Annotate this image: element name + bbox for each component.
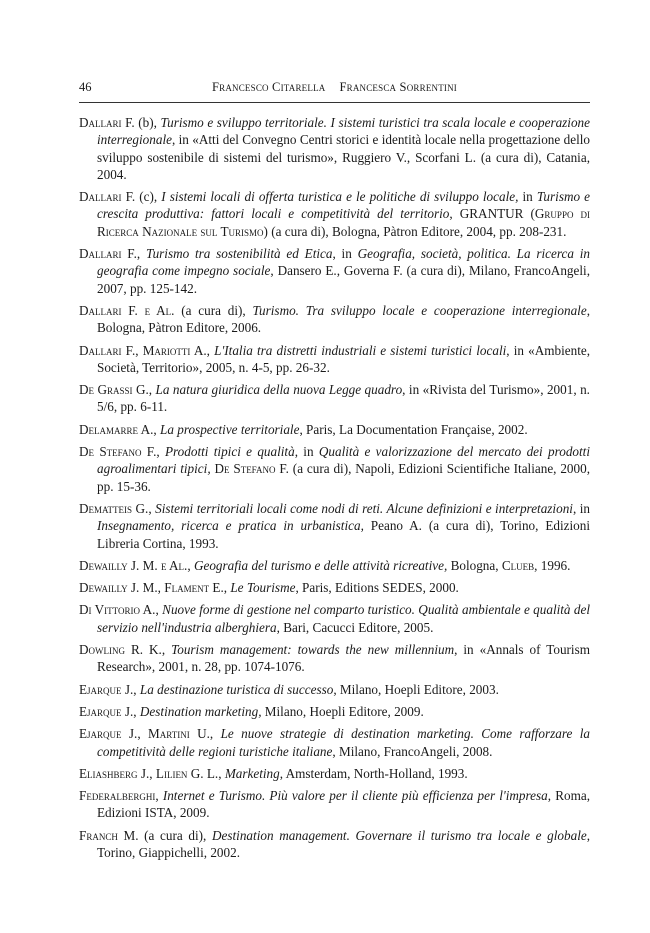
- entry-title: Geografia, società, politica. La ricerca in geografia come impegno sociale: [97, 246, 591, 279]
- entry-text: F. (c),: [121, 189, 162, 205]
- entry-text: F.,: [121, 246, 146, 262]
- entry-text: (a cura di),: [174, 302, 253, 318]
- entry-text: , 1996.: [534, 557, 571, 573]
- entry-text: , Paris, Editions SEDES, 2000.: [295, 580, 459, 596]
- bibliography-entry: [79, 681, 590, 698]
- bibliography-entry: [79, 188, 590, 240]
- entry-title: L'Italia tra distretti industriali e sistemi turistici locali: [214, 342, 507, 358]
- entry-text: ) (a cura di), Bologna, Pàtron Editore, 2004, pp. 208-231.: [263, 223, 567, 239]
- entry-title: Sistemi territoriali locali come nodi di reti. Alcune definizioni e interpretazioni: [155, 500, 573, 516]
- entry-title: La natura giuridica della nuova Legge quadro: [155, 382, 403, 398]
- bibliography-entry: [79, 421, 590, 438]
- entry-text: Peano A. (a cura di), Torino, Edizioni Libreria Cortina, 1993.: [97, 518, 591, 551]
- bibliography-entry: [79, 302, 590, 337]
- entry-title: Tourism management: towards the new millennium: [171, 642, 455, 658]
- bibliography-entry: [79, 381, 590, 416]
- entry-text: E.,: [209, 580, 231, 596]
- entry-author: Federalberghi: [79, 788, 156, 804]
- entry-text: ,: [155, 788, 163, 804]
- bibliography-entry: [79, 557, 590, 574]
- bibliography-entry: [79, 500, 590, 552]
- entry-text: G. L.,: [187, 765, 225, 781]
- entry-title: Prodotti tipici e qualità: [164, 444, 295, 460]
- entry-author: Dallari: [79, 342, 122, 358]
- entry-text: F. (b),: [121, 115, 161, 130]
- entry-title: Le nuove strategie di destination marketing. Come rafforzare la competitività delle regioni turistiche italiane: [97, 726, 590, 759]
- bibliography-entry: [79, 342, 590, 377]
- entry-text: Milano, Hoepli Editore, 2009.: [261, 703, 424, 719]
- entry-title: La destinazione turistica di successo: [139, 681, 334, 697]
- entry-text: A.,: [190, 342, 215, 358]
- entry-title: Destination marketing,: [139, 703, 262, 719]
- entry-title: I sistemi locali di offerta turistica e le politiche di sviluppo locale,: [161, 189, 519, 205]
- entry-text: J.,: [121, 681, 140, 697]
- entry-text: , Amsterdam, North-Holland, 1993.: [279, 765, 468, 781]
- entry-author: Ejarque: [79, 703, 122, 719]
- author-name: Francesco Citarella: [211, 80, 326, 94]
- entry-title: Turismo. Tra sviluppo locale e cooperazione interregionale: [252, 302, 587, 318]
- entry-author: Di Vittorio: [79, 602, 141, 618]
- entry-title: Turismo e sviluppo territoriale. I sistemi turistici tra scala locale e cooperazione interregionale: [97, 115, 591, 148]
- bibliography-entry: [79, 601, 590, 636]
- entry-text: U.,: [189, 726, 221, 742]
- entry-text: M. (a cura di),: [117, 827, 212, 843]
- entry-author: Lilien: [155, 765, 188, 781]
- running-title: [79, 80, 590, 95]
- entry-author: Dewailly: [79, 580, 128, 596]
- entry-author: Dallari: [79, 115, 122, 130]
- entry-text: J.,: [121, 726, 149, 742]
- entry-text: , Milano, FrancoAngeli, 2008.: [332, 743, 493, 759]
- bibliography-entry: [79, 703, 590, 720]
- entry-text: J.,: [137, 765, 156, 781]
- author-name: Francesca Sorrentini: [339, 80, 458, 94]
- entry-text: , Bologna, Pàtron Editore, 2006.: [97, 302, 590, 336]
- entry-author: Ejarque: [79, 726, 122, 742]
- entry-author: Dowling: [79, 642, 126, 658]
- entry-text: , in: [294, 444, 319, 460]
- entry-author: De Grassi: [79, 382, 133, 398]
- entry-title: Turismo e crescita produttiva: fattori locali e competitività del territorio: [97, 189, 590, 222]
- entry-author: Martini: [148, 726, 190, 742]
- entry-author: Delamarre: [79, 421, 139, 437]
- entry-text: R. K.,: [125, 642, 172, 658]
- entry-title: Internet e Turismo. Più valore per il cliente più efficienza per l'impresa: [162, 788, 548, 804]
- entry-title: Qualità e valorizzazione del mercato dei prodotti agroalimentari tipici,: [97, 444, 591, 477]
- entry-title: Nuove forme di gestione nel comparto turistico. Qualità ambientale e qualità del servizio nell'industria alberghiera: [97, 602, 591, 635]
- entry-author: De Stefano: [214, 461, 276, 477]
- entry-text: , Torino, Giappichelli, 2002.: [97, 827, 591, 860]
- entry-title: Insegnamento, ricerca e pratica in urbanistica,: [97, 518, 364, 534]
- entry-text: A.,: [138, 421, 161, 437]
- bibliography-entry: [79, 787, 590, 822]
- bibliography-list: [79, 114, 590, 866]
- entry-author: Clueb: [501, 557, 535, 573]
- entry-author: Dallari: [79, 246, 122, 262]
- entry-text: , Dansero E., Governa F. (a cura di), Milano, FrancoAngeli, 2007, pp. 125-142.: [97, 263, 590, 296]
- entry-author: De Stefano: [79, 444, 142, 460]
- entry-text: , in: [572, 500, 590, 516]
- entry-text: , GRANTUR (: [449, 206, 535, 222]
- entry-title: La prospective territoriale: [160, 421, 300, 437]
- entry-text: J. M.,: [127, 580, 165, 596]
- bibliography-entry: [79, 725, 590, 760]
- bibliography-entry: [79, 443, 590, 495]
- entry-text: , Milano, Hoepli Editore, 2003.: [333, 681, 499, 697]
- bibliography-entry: [79, 827, 590, 862]
- entry-text: A.,: [140, 602, 163, 618]
- entry-text: , Roma, Edizioni ISTA, 2009.: [97, 788, 590, 821]
- entry-text: , Bari, Cacucci Editore, 2005.: [276, 619, 434, 635]
- page-number: 46: [79, 80, 92, 94]
- entry-text: , Paris, La Documentation Française, 2002.: [299, 421, 528, 437]
- entry-title: Marketing: [224, 765, 280, 781]
- entry-text: G.,: [132, 500, 156, 516]
- entry-text: F.,: [121, 342, 143, 358]
- entry-author: Franch: [79, 827, 118, 843]
- entry-author: Flament: [164, 580, 210, 596]
- entry-text: , in «Atti del Convegno Centri storici e identità locale nella progettazione dello sviluppo sostenibile di sistemi del turismo», Ruggiero V., Scorfani L. (a cura di), Catania, 2004.: [97, 132, 590, 182]
- entry-author: Dallari F. e Al.: [79, 302, 175, 318]
- entry-author: Mariotti: [142, 342, 191, 358]
- bibliography-entry: [79, 579, 590, 596]
- entry-text: J.,: [121, 703, 140, 719]
- header-rule: [79, 102, 590, 103]
- entry-title: Geografia del turismo e delle attività ricreative,: [193, 557, 448, 573]
- entry-text: Bologna,: [447, 557, 502, 573]
- entry-author: Dallari: [79, 189, 122, 205]
- entry-author: e Al.: [160, 557, 188, 573]
- entry-text: in: [518, 189, 537, 205]
- entry-author: Eliashberg: [79, 765, 138, 781]
- entry-title: Le Tourisme: [230, 580, 296, 596]
- entry-text: , in: [332, 246, 358, 262]
- bibliography-entry: [79, 245, 590, 297]
- entry-title: Turismo tra sostenibilità ed Etica: [145, 246, 333, 262]
- entry-author: Gruppo di Ricerca Nazionale sul Turismo: [97, 206, 590, 239]
- entry-text: , in «Annals of Tourism Research», 2001, n. 28, pp. 1074-1076.: [97, 642, 590, 675]
- entry-text: , in «Ambiente, Società, Territorio», 2005, n. 4-5, pp. 26-32.: [97, 342, 591, 375]
- entry-author: Dematteis: [79, 500, 133, 516]
- bibliography-entry: [79, 641, 590, 676]
- bibliography-entry: [79, 114, 590, 183]
- entry-author: Ejarque: [79, 681, 122, 697]
- entry-title: Destination management. Governare il turismo tra locale e globale: [212, 827, 587, 843]
- entry-text: J. M.: [127, 557, 161, 573]
- entry-text: ,: [187, 557, 194, 573]
- bibliography-entry: [79, 765, 590, 782]
- entry-text: F. (a cura di), Napoli, Edizioni Scientifiche Italiane, 2000, pp. 15-36.: [97, 461, 590, 494]
- running-header: [79, 80, 590, 98]
- entry-author: Dewailly: [79, 557, 128, 573]
- entry-text: F.,: [141, 444, 165, 460]
- entry-text: G.,: [132, 382, 156, 398]
- entry-text: , in «Rivista del Turismo», 2001, n. 5/6, pp. 6-11.: [97, 382, 590, 415]
